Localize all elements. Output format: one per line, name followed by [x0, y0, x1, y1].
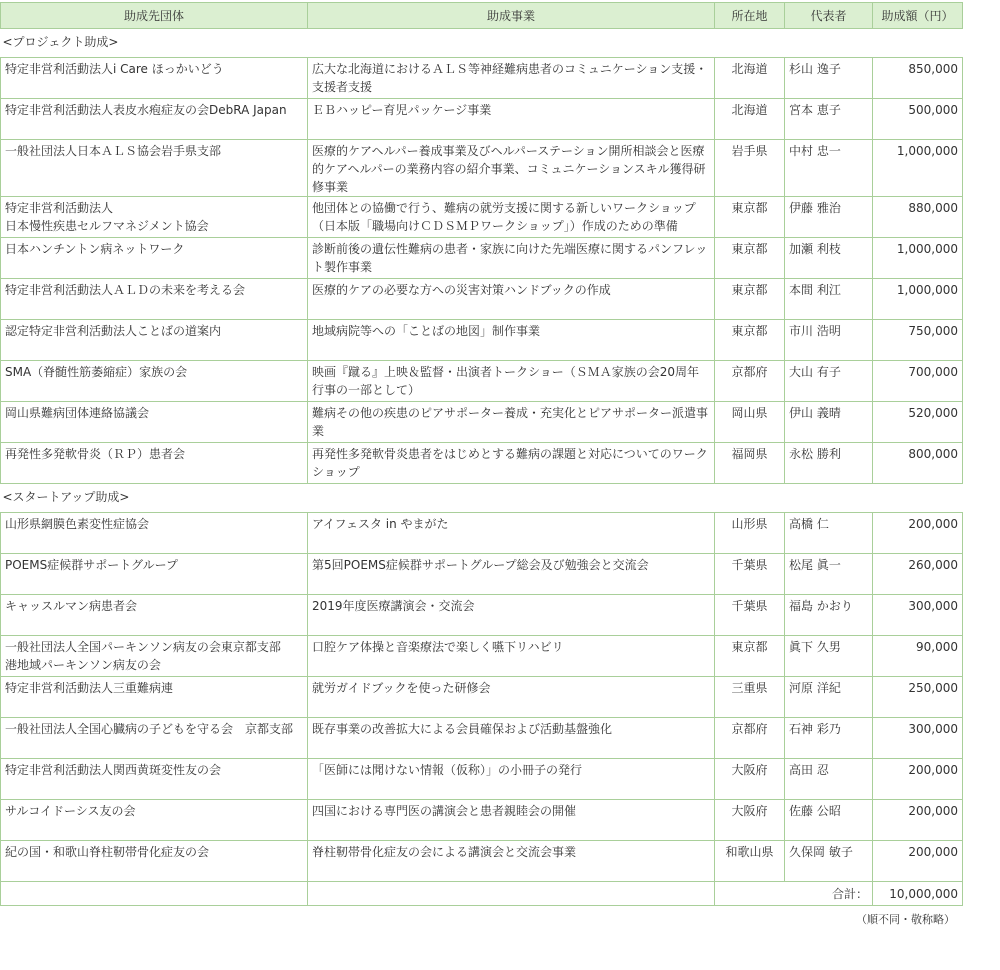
cell-location: 東京都 — [715, 238, 785, 279]
cell-org: POEMS症候群サポートグループ — [1, 554, 308, 595]
cell-location: 山形県 — [715, 513, 785, 554]
cell-amount: 850,000 — [873, 58, 963, 99]
cell-org: 特定非営利活動法人 日本慢性疾患セルフマネジメント協会 — [1, 197, 308, 238]
cell-org: サルコイドーシス友の会 — [1, 800, 308, 841]
cell-org: 特定非営利活動法人ＡＬＤの未来を考える会 — [1, 279, 308, 320]
header-amount: 助成額（円） — [873, 3, 963, 29]
cell-amount: 300,000 — [873, 718, 963, 759]
cell-location: 東京都 — [715, 279, 785, 320]
table-row — [1, 636, 963, 677]
cell-amount: 1,000,000 — [873, 238, 963, 279]
table-row — [1, 238, 963, 279]
cell-location: 岩手県 — [715, 140, 785, 197]
total-empty-cell — [1, 882, 308, 906]
cell-location: 千葉県 — [715, 595, 785, 636]
cell-location: 大阪府 — [715, 759, 785, 800]
cell-representative: 久保岡 敏子 — [785, 841, 873, 882]
cell-project: 広大な北海道におけるＡＬＳ等神経難病患者のコミュニケーション支援・支援者支援 — [308, 58, 715, 99]
cell-project: 他団体との協働で行う、難病の就労支援に関する新しいワークショップ（日本版「職場向けＣＤＳＭＰワークショップ」）作成のための準備 — [308, 197, 715, 238]
cell-amount: 700,000 — [873, 361, 963, 402]
cell-org: 特定非営利活動法人表皮水疱症友の会DebRA Japan — [1, 99, 308, 140]
cell-location: 京都府 — [715, 361, 785, 402]
table-row — [1, 99, 963, 140]
cell-org: 一般社団法人日本ＡＬＳ協会岩手県支部 — [1, 140, 308, 197]
cell-amount: 300,000 — [873, 595, 963, 636]
cell-org: 認定特定非営利活動法人ことばの道案内 — [1, 320, 308, 361]
cell-project: 既存事業の改善拡大による会員確保および活動基盤強化 — [308, 718, 715, 759]
cell-org: 日本ハンチントン病ネットワーク — [1, 238, 308, 279]
cell-org: 一般社団法人全国心臓病の子どもを守る会 京都支部 — [1, 718, 308, 759]
table-row — [1, 718, 963, 759]
cell-project: 第5回POEMS症候群サポートグループ総会及び勉強会と交流会 — [308, 554, 715, 595]
cell-representative: 本間 利江 — [785, 279, 873, 320]
cell-representative: 眞下 久男 — [785, 636, 873, 677]
cell-amount: 750,000 — [873, 320, 963, 361]
table-row — [1, 443, 963, 484]
table-row — [1, 361, 963, 402]
cell-location: 三重県 — [715, 677, 785, 718]
cell-representative: 中村 忠一 — [785, 140, 873, 197]
section-row — [1, 484, 963, 513]
cell-location: 東京都 — [715, 197, 785, 238]
cell-project: 地域病院等への「ことばの地図」制作事業 — [308, 320, 715, 361]
table-body — [1, 29, 963, 906]
header-project: 助成事業 — [308, 3, 715, 29]
header-org: 助成先団体 — [1, 3, 308, 29]
cell-amount: 200,000 — [873, 759, 963, 800]
cell-location: 和歌山県 — [715, 841, 785, 882]
cell-location: 福岡県 — [715, 443, 785, 484]
cell-project: 診断前後の遺伝性難病の患者・家族に向けた先端医療に関するパンフレット製作事業 — [308, 238, 715, 279]
cell-project: 「医師には聞けない情報（仮称）」の小冊子の発行 — [308, 759, 715, 800]
cell-representative: 松尾 眞一 — [785, 554, 873, 595]
cell-amount: 200,000 — [873, 800, 963, 841]
cell-representative: 大山 有子 — [785, 361, 873, 402]
table-row — [1, 841, 963, 882]
cell-amount: 250,000 — [873, 677, 963, 718]
cell-location: 東京都 — [715, 636, 785, 677]
cell-project: 2019年度医療講演会・交流会 — [308, 595, 715, 636]
cell-project: 再発性多発軟骨炎患者をはじめとする難病の課題と対応についてのワークショップ — [308, 443, 715, 484]
table-row — [1, 402, 963, 443]
header-location: 所在地 — [715, 3, 785, 29]
cell-project: 口腔ケア体操と音楽療法で楽しく嚥下リハビリ — [308, 636, 715, 677]
total-amount: 10,000,000 — [873, 882, 963, 906]
cell-project: 四国における専門医の講演会と患者親睦会の開催 — [308, 800, 715, 841]
cell-project: 脊柱靭帯骨化症友の会による講演会と交流会事業 — [308, 841, 715, 882]
cell-amount: 520,000 — [873, 402, 963, 443]
cell-representative: 福島 かおり — [785, 595, 873, 636]
cell-org: 特定非営利活動法人三重難病連 — [1, 677, 308, 718]
section-label: <スタートアップ助成> — [1, 484, 963, 513]
cell-project: 映画『蹴る』上映＆監督・出演者トークショー（ＳＭＡ家族の会20周年行事の一部として） — [308, 361, 715, 402]
cell-project: 就労ガイドブックを使った研修会 — [308, 677, 715, 718]
total-row — [1, 882, 963, 906]
table-row — [1, 279, 963, 320]
table-row — [1, 759, 963, 800]
cell-representative: 市川 浩明 — [785, 320, 873, 361]
cell-amount: 90,000 — [873, 636, 963, 677]
table-row — [1, 554, 963, 595]
table-header-row — [1, 3, 963, 29]
cell-amount: 200,000 — [873, 513, 963, 554]
header-rep: 代表者 — [785, 3, 873, 29]
cell-location: 岡山県 — [715, 402, 785, 443]
cell-representative: 永松 勝利 — [785, 443, 873, 484]
grant-list — [0, 2, 962, 927]
section-label: <プロジェクト助成> — [1, 29, 963, 58]
section-row — [1, 29, 963, 58]
cell-org: 特定非営利活動法人関西黄斑変性友の会 — [1, 759, 308, 800]
cell-representative: 加瀬 利枝 — [785, 238, 873, 279]
cell-org: 岡山県難病団体連絡協議会 — [1, 402, 308, 443]
cell-project: ＥＢハッピー育児パッケージ事業 — [308, 99, 715, 140]
cell-location: 大阪府 — [715, 800, 785, 841]
table-row — [1, 197, 963, 238]
cell-amount: 500,000 — [873, 99, 963, 140]
cell-location: 千葉県 — [715, 554, 785, 595]
cell-project: 医療的ケアの必要な方への災害対策ハンドブックの作成 — [308, 279, 715, 320]
cell-org: キャッスルマン病患者会 — [1, 595, 308, 636]
cell-representative: 高田 忍 — [785, 759, 873, 800]
cell-project: アイフェスタ in やまがた — [308, 513, 715, 554]
cell-project: 難病その他の疾患のピアサポーター養成・充実化とピアサポーター派遣事業 — [308, 402, 715, 443]
cell-location: 京都府 — [715, 718, 785, 759]
cell-representative: 石神 彩乃 — [785, 718, 873, 759]
cell-representative: 高橋 仁 — [785, 513, 873, 554]
grant-table — [0, 2, 963, 906]
cell-representative: 杉山 逸子 — [785, 58, 873, 99]
cell-org: 一般社団法人全国パーキンソン病友の会東京都支部 港地域パーキンソン病友の会 — [1, 636, 308, 677]
cell-representative: 河原 洋紀 — [785, 677, 873, 718]
cell-representative: 伊山 義晴 — [785, 402, 873, 443]
cell-representative: 宮本 恵子 — [785, 99, 873, 140]
cell-amount: 800,000 — [873, 443, 963, 484]
cell-org: 再発性多発軟骨炎（ＲＰ）患者会 — [1, 443, 308, 484]
cell-representative: 佐藤 公昭 — [785, 800, 873, 841]
cell-org: 特定非営利活動法人i Care ほっかいどう — [1, 58, 308, 99]
cell-org: 紀の国・和歌山脊柱靭帯骨化症友の会 — [1, 841, 308, 882]
cell-org: 山形県網膜色素変性症協会 — [1, 513, 308, 554]
table-row — [1, 58, 963, 99]
cell-location: 東京都 — [715, 320, 785, 361]
cell-location: 北海道 — [715, 99, 785, 140]
footnote: （順不同・敬称略） — [856, 913, 955, 926]
total-label: 合計： — [715, 882, 873, 906]
cell-representative: 伊藤 雅治 — [785, 197, 873, 238]
cell-amount: 1,000,000 — [873, 279, 963, 320]
cell-location: 北海道 — [715, 58, 785, 99]
table-row — [1, 140, 963, 197]
cell-amount: 1,000,000 — [873, 140, 963, 197]
cell-org: SMA（脊髄性筋萎縮症）家族の会 — [1, 361, 308, 402]
table-row — [1, 320, 963, 361]
total-empty-cell — [308, 882, 715, 906]
table-row — [1, 513, 963, 554]
cell-amount: 880,000 — [873, 197, 963, 238]
table-row — [1, 595, 963, 636]
table-row — [1, 800, 963, 841]
table-row — [1, 677, 963, 718]
cell-amount: 200,000 — [873, 841, 963, 882]
cell-amount: 260,000 — [873, 554, 963, 595]
cell-project: 医療的ケアヘルパー養成事業及びヘルパーステーション開所相談会と医療的ケアヘルパーの業務内容の紹介事業、コミュニケーションスキル獲得研修事業 — [308, 140, 715, 197]
